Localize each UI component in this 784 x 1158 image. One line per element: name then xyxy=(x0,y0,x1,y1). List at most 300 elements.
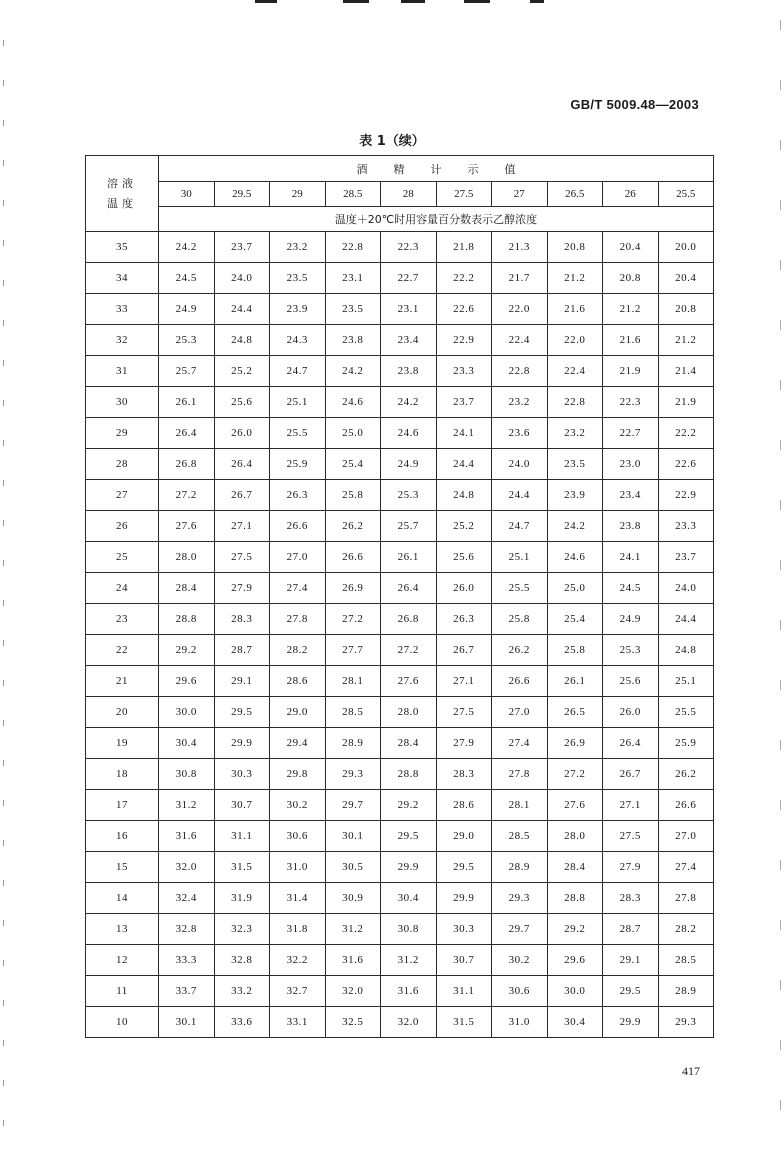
table-row xyxy=(86,883,714,914)
value-cell: 26.4 xyxy=(603,728,659,759)
table-row xyxy=(86,635,714,666)
value-cell: 20.8 xyxy=(658,294,714,325)
value-cell: 25.0 xyxy=(325,418,381,449)
table-row xyxy=(86,759,714,790)
value-cell: 31.4 xyxy=(270,883,326,914)
value-cell: 29.0 xyxy=(270,697,326,728)
value-cell: 24.6 xyxy=(547,542,603,573)
value-cell: 28.4 xyxy=(547,852,603,883)
value-cell: 27.6 xyxy=(381,666,437,697)
value-cell: 25.3 xyxy=(603,635,659,666)
table-caption: 表 1（续） xyxy=(359,134,425,149)
value-cell: 23.7 xyxy=(214,232,270,263)
temperature-cell: 30 xyxy=(86,387,159,418)
value-cell: 20.8 xyxy=(547,232,603,263)
value-cell: 22.3 xyxy=(381,232,437,263)
value-cell: 26.6 xyxy=(270,511,326,542)
value-cell: 20.8 xyxy=(603,263,659,294)
value-cell: 24.5 xyxy=(159,263,215,294)
value-cell: 26.0 xyxy=(436,573,492,604)
value-cell: 24.2 xyxy=(381,387,437,418)
value-cell: 25.5 xyxy=(492,573,548,604)
value-cell: 30.7 xyxy=(436,945,492,976)
value-cell: 26.9 xyxy=(547,728,603,759)
column-header: 29 xyxy=(270,182,326,207)
value-cell: 28.1 xyxy=(492,790,548,821)
value-cell: 24.8 xyxy=(658,635,714,666)
table-body xyxy=(86,232,714,1038)
value-cell: 26.6 xyxy=(492,666,548,697)
value-cell: 24.7 xyxy=(492,511,548,542)
value-cell: 29.0 xyxy=(436,821,492,852)
value-cell: 25.4 xyxy=(325,449,381,480)
value-cell: 31.0 xyxy=(270,852,326,883)
value-cell: 22.2 xyxy=(436,263,492,294)
value-cell: 26.1 xyxy=(381,542,437,573)
value-cell: 28.4 xyxy=(381,728,437,759)
value-cell: 30.4 xyxy=(547,1007,603,1038)
value-cell: 25.7 xyxy=(159,356,215,387)
value-cell: 26.2 xyxy=(492,635,548,666)
value-cell: 26.4 xyxy=(381,573,437,604)
value-cell: 32.4 xyxy=(159,883,215,914)
table-row xyxy=(86,449,714,480)
value-cell: 26.4 xyxy=(214,449,270,480)
value-cell: 24.7 xyxy=(270,356,326,387)
value-cell: 28.4 xyxy=(159,573,215,604)
value-cell: 28.9 xyxy=(658,976,714,1007)
value-cell: 20.4 xyxy=(603,232,659,263)
value-cell: 21.7 xyxy=(492,263,548,294)
value-cell: 23.3 xyxy=(658,511,714,542)
value-cell: 23.2 xyxy=(547,418,603,449)
page-number: 417 xyxy=(682,1064,700,1078)
value-cell: 25.1 xyxy=(270,387,326,418)
value-cell: 29.5 xyxy=(381,821,437,852)
table-row xyxy=(86,604,714,635)
value-cell: 26.7 xyxy=(603,759,659,790)
temperature-cell: 10 xyxy=(86,1007,159,1038)
temperature-cell: 32 xyxy=(86,325,159,356)
value-cell: 28.1 xyxy=(325,666,381,697)
temperature-cell: 33 xyxy=(86,294,159,325)
table-row xyxy=(86,790,714,821)
column-header: 28 xyxy=(381,182,437,207)
temperature-cell: 15 xyxy=(86,852,159,883)
value-cell: 24.9 xyxy=(603,604,659,635)
header-line-1: 溶液 xyxy=(107,176,137,190)
table-row xyxy=(86,232,714,263)
value-cell: 31.2 xyxy=(381,945,437,976)
value-cell: 20.4 xyxy=(658,263,714,294)
standard-number: GB/T 5009.48—2003 xyxy=(570,97,699,112)
scan-mark xyxy=(255,0,277,3)
value-cell: 28.2 xyxy=(270,635,326,666)
value-cell: 25.2 xyxy=(436,511,492,542)
value-cell: 24.9 xyxy=(381,449,437,480)
value-cell: 32.8 xyxy=(159,914,215,945)
value-cell: 31.6 xyxy=(381,976,437,1007)
value-cell: 30.5 xyxy=(325,852,381,883)
value-cell: 32.7 xyxy=(270,976,326,1007)
value-cell: 26.4 xyxy=(159,418,215,449)
value-cell: 24.6 xyxy=(381,418,437,449)
value-cell: 26.3 xyxy=(270,480,326,511)
value-cell: 29.5 xyxy=(436,852,492,883)
value-cell: 27.1 xyxy=(603,790,659,821)
value-cell: 30.3 xyxy=(214,759,270,790)
header-line-2: 温度 xyxy=(107,196,137,210)
value-cell: 27.2 xyxy=(325,604,381,635)
value-cell: 24.4 xyxy=(436,449,492,480)
value-cell: 27.5 xyxy=(214,542,270,573)
scan-mark xyxy=(343,0,369,3)
value-cell: 23.7 xyxy=(436,387,492,418)
column-header: 28.5 xyxy=(325,182,381,207)
temperature-cell: 17 xyxy=(86,790,159,821)
value-cell: 22.0 xyxy=(547,325,603,356)
value-cell: 23.0 xyxy=(603,449,659,480)
value-cell: 25.9 xyxy=(270,449,326,480)
value-cell: 29.1 xyxy=(214,666,270,697)
value-cell: 28.7 xyxy=(603,914,659,945)
value-cell: 32.0 xyxy=(381,1007,437,1038)
value-cell: 23.8 xyxy=(381,356,437,387)
column-header: 27 xyxy=(492,182,548,207)
value-cell: 23.2 xyxy=(492,387,548,418)
column-header-row xyxy=(86,182,714,207)
temperature-cell: 31 xyxy=(86,356,159,387)
value-cell: 26.0 xyxy=(214,418,270,449)
value-cell: 27.6 xyxy=(159,511,215,542)
value-cell: 32.2 xyxy=(270,945,326,976)
value-cell: 31.1 xyxy=(436,976,492,1007)
value-cell: 22.4 xyxy=(547,356,603,387)
temperature-cell: 21 xyxy=(86,666,159,697)
temperature-cell: 25 xyxy=(86,542,159,573)
value-cell: 23.8 xyxy=(325,325,381,356)
value-cell: 33.6 xyxy=(214,1007,270,1038)
value-cell: 33.1 xyxy=(270,1007,326,1038)
value-cell: 25.8 xyxy=(547,635,603,666)
alcohol-correction-table xyxy=(85,155,714,1038)
table-row xyxy=(86,387,714,418)
value-cell: 28.5 xyxy=(658,945,714,976)
value-cell: 24.2 xyxy=(547,511,603,542)
value-cell: 30.6 xyxy=(270,821,326,852)
value-cell: 26.2 xyxy=(658,759,714,790)
value-cell: 23.8 xyxy=(603,511,659,542)
column-header: 26.5 xyxy=(547,182,603,207)
value-cell: 29.8 xyxy=(270,759,326,790)
solution-temperature-header xyxy=(86,156,159,232)
value-cell: 27.4 xyxy=(492,728,548,759)
temperature-cell: 16 xyxy=(86,821,159,852)
value-cell: 28.9 xyxy=(325,728,381,759)
temperature-cell: 28 xyxy=(86,449,159,480)
value-cell: 27.0 xyxy=(270,542,326,573)
value-cell: 29.6 xyxy=(547,945,603,976)
value-cell: 30.7 xyxy=(214,790,270,821)
temperature-cell: 14 xyxy=(86,883,159,914)
value-cell: 32.0 xyxy=(159,852,215,883)
table-row xyxy=(86,325,714,356)
value-cell: 21.6 xyxy=(547,294,603,325)
value-cell: 26.9 xyxy=(325,573,381,604)
value-cell: 21.2 xyxy=(547,263,603,294)
value-cell: 22.7 xyxy=(603,418,659,449)
table-row xyxy=(86,263,714,294)
value-cell: 27.9 xyxy=(436,728,492,759)
value-cell: 21.3 xyxy=(492,232,548,263)
value-cell: 28.2 xyxy=(658,914,714,945)
value-cell: 33.3 xyxy=(159,945,215,976)
value-cell: 29.2 xyxy=(159,635,215,666)
value-cell: 28.9 xyxy=(492,852,548,883)
value-cell: 21.2 xyxy=(603,294,659,325)
value-cell: 30.9 xyxy=(325,883,381,914)
value-cell: 23.1 xyxy=(325,263,381,294)
value-cell: 27.5 xyxy=(436,697,492,728)
value-cell: 28.0 xyxy=(547,821,603,852)
value-cell: 26.0 xyxy=(603,697,659,728)
value-cell: 28.3 xyxy=(603,883,659,914)
value-cell: 28.7 xyxy=(214,635,270,666)
value-cell: 21.6 xyxy=(603,325,659,356)
value-cell: 22.8 xyxy=(492,356,548,387)
value-cell: 27.6 xyxy=(547,790,603,821)
value-cell: 25.5 xyxy=(270,418,326,449)
value-cell: 23.9 xyxy=(547,480,603,511)
value-cell: 22.6 xyxy=(658,449,714,480)
value-cell: 33.7 xyxy=(159,976,215,1007)
value-cell: 33.2 xyxy=(214,976,270,1007)
value-cell: 24.4 xyxy=(492,480,548,511)
value-cell: 24.6 xyxy=(325,387,381,418)
value-cell: 32.8 xyxy=(214,945,270,976)
table-row xyxy=(86,542,714,573)
value-cell: 30.8 xyxy=(381,914,437,945)
temperature-cell: 11 xyxy=(86,976,159,1007)
value-cell: 26.1 xyxy=(159,387,215,418)
table-row xyxy=(86,418,714,449)
value-cell: 31.8 xyxy=(270,914,326,945)
temperature-cell: 20 xyxy=(86,697,159,728)
value-cell: 22.3 xyxy=(603,387,659,418)
value-cell: 24.8 xyxy=(214,325,270,356)
value-cell: 23.5 xyxy=(547,449,603,480)
value-cell: 24.5 xyxy=(603,573,659,604)
value-cell: 27.0 xyxy=(492,697,548,728)
value-cell: 25.3 xyxy=(159,325,215,356)
description-row xyxy=(86,207,714,232)
value-cell: 26.8 xyxy=(381,604,437,635)
value-cell: 29.1 xyxy=(603,945,659,976)
value-cell: 25.6 xyxy=(436,542,492,573)
value-cell: 24.2 xyxy=(325,356,381,387)
value-cell: 27.4 xyxy=(658,852,714,883)
value-cell: 28.0 xyxy=(159,542,215,573)
table-row xyxy=(86,573,714,604)
value-cell: 29.9 xyxy=(381,852,437,883)
value-cell: 32.0 xyxy=(325,976,381,1007)
header-row-group xyxy=(86,156,714,182)
value-cell: 30.1 xyxy=(325,821,381,852)
value-cell: 29.3 xyxy=(492,883,548,914)
value-cell: 27.8 xyxy=(270,604,326,635)
value-cell: 26.8 xyxy=(159,449,215,480)
value-cell: 27.2 xyxy=(547,759,603,790)
value-cell: 23.5 xyxy=(325,294,381,325)
value-cell: 24.0 xyxy=(658,573,714,604)
table-row xyxy=(86,728,714,759)
table-row xyxy=(86,976,714,1007)
table-row xyxy=(86,1007,714,1038)
table-row xyxy=(86,821,714,852)
column-header: 30 xyxy=(159,182,215,207)
temperature-cell: 24 xyxy=(86,573,159,604)
value-cell: 30.4 xyxy=(159,728,215,759)
value-cell: 21.4 xyxy=(658,356,714,387)
value-cell: 27.7 xyxy=(325,635,381,666)
value-cell: 31.5 xyxy=(436,1007,492,1038)
value-cell: 30.4 xyxy=(381,883,437,914)
value-cell: 27.2 xyxy=(159,480,215,511)
temperature-cell: 34 xyxy=(86,263,159,294)
table-row xyxy=(86,511,714,542)
value-cell: 26.7 xyxy=(214,480,270,511)
value-cell: 26.1 xyxy=(547,666,603,697)
temperature-cell: 13 xyxy=(86,914,159,945)
value-cell: 31.1 xyxy=(214,821,270,852)
value-cell: 27.1 xyxy=(436,666,492,697)
value-cell: 25.5 xyxy=(658,697,714,728)
table-row xyxy=(86,666,714,697)
value-cell: 29.4 xyxy=(270,728,326,759)
value-cell: 26.6 xyxy=(658,790,714,821)
value-cell: 25.1 xyxy=(492,542,548,573)
value-cell: 24.9 xyxy=(159,294,215,325)
table-row xyxy=(86,697,714,728)
value-cell: 28.3 xyxy=(214,604,270,635)
temperature-cell: 12 xyxy=(86,945,159,976)
value-cell: 20.0 xyxy=(658,232,714,263)
value-cell: 28.6 xyxy=(270,666,326,697)
value-cell: 29.9 xyxy=(603,1007,659,1038)
scan-mark xyxy=(530,0,544,3)
value-cell: 29.5 xyxy=(214,697,270,728)
value-cell: 28.8 xyxy=(547,883,603,914)
value-cell: 30.3 xyxy=(436,914,492,945)
hydrometer-reading-header: 酒精计示值 xyxy=(159,156,714,182)
value-cell: 29.3 xyxy=(325,759,381,790)
temperature-cell: 19 xyxy=(86,728,159,759)
value-cell: 22.7 xyxy=(381,263,437,294)
value-cell: 28.8 xyxy=(381,759,437,790)
value-cell: 24.0 xyxy=(492,449,548,480)
value-cell: 25.7 xyxy=(381,511,437,542)
value-cell: 29.3 xyxy=(658,1007,714,1038)
value-cell: 23.4 xyxy=(381,325,437,356)
value-cell: 23.1 xyxy=(381,294,437,325)
value-cell: 27.8 xyxy=(658,883,714,914)
temperature-cell: 26 xyxy=(86,511,159,542)
value-cell: 24.2 xyxy=(159,232,215,263)
value-cell: 31.5 xyxy=(214,852,270,883)
value-cell: 24.1 xyxy=(603,542,659,573)
value-cell: 26.2 xyxy=(325,511,381,542)
column-header: 25.5 xyxy=(658,182,714,207)
table-row xyxy=(86,294,714,325)
value-cell: 25.8 xyxy=(492,604,548,635)
scan-mark xyxy=(401,0,425,3)
value-cell: 30.0 xyxy=(159,697,215,728)
value-cell: 29.9 xyxy=(436,883,492,914)
column-header: 27.5 xyxy=(436,182,492,207)
temperature-cell: 29 xyxy=(86,418,159,449)
value-cell: 21.8 xyxy=(436,232,492,263)
temperature-cell: 22 xyxy=(86,635,159,666)
value-cell: 29.2 xyxy=(381,790,437,821)
value-cell: 21.9 xyxy=(603,356,659,387)
value-cell: 22.6 xyxy=(436,294,492,325)
value-cell: 23.3 xyxy=(436,356,492,387)
value-cell: 24.8 xyxy=(436,480,492,511)
value-cell: 31.6 xyxy=(325,945,381,976)
value-cell: 27.9 xyxy=(214,573,270,604)
value-cell: 30.0 xyxy=(547,976,603,1007)
value-cell: 25.3 xyxy=(381,480,437,511)
value-cell: 29.7 xyxy=(325,790,381,821)
value-cell: 30.1 xyxy=(159,1007,215,1038)
value-cell: 24.1 xyxy=(436,418,492,449)
value-cell: 22.9 xyxy=(658,480,714,511)
value-cell: 24.4 xyxy=(214,294,270,325)
value-cell: 21.9 xyxy=(658,387,714,418)
value-cell: 32.5 xyxy=(325,1007,381,1038)
table-row xyxy=(86,480,714,511)
scan-edge xyxy=(780,20,781,1140)
value-cell: 24.4 xyxy=(658,604,714,635)
column-header: 26 xyxy=(603,182,659,207)
value-cell: 31.9 xyxy=(214,883,270,914)
value-cell: 31.2 xyxy=(325,914,381,945)
temperature-cell: 18 xyxy=(86,759,159,790)
value-cell: 25.1 xyxy=(658,666,714,697)
value-cell: 23.7 xyxy=(658,542,714,573)
value-cell: 27.1 xyxy=(214,511,270,542)
value-cell: 27.2 xyxy=(381,635,437,666)
value-cell: 23.5 xyxy=(270,263,326,294)
column-header: 29.5 xyxy=(214,182,270,207)
value-cell: 25.8 xyxy=(325,480,381,511)
value-cell: 28.0 xyxy=(381,697,437,728)
value-cell: 26.7 xyxy=(436,635,492,666)
value-cell: 26.3 xyxy=(436,604,492,635)
unit-description: 温度＋20℃时用容量百分数表示乙醇浓度 xyxy=(159,207,714,232)
value-cell: 29.9 xyxy=(214,728,270,759)
value-cell: 32.3 xyxy=(214,914,270,945)
value-cell: 21.2 xyxy=(658,325,714,356)
value-cell: 28.5 xyxy=(325,697,381,728)
value-cell: 26.5 xyxy=(547,697,603,728)
value-cell: 30.2 xyxy=(492,945,548,976)
value-cell: 25.6 xyxy=(214,387,270,418)
value-cell: 28.8 xyxy=(159,604,215,635)
value-cell: 25.6 xyxy=(603,666,659,697)
value-cell: 25.4 xyxy=(547,604,603,635)
value-cell: 27.8 xyxy=(492,759,548,790)
